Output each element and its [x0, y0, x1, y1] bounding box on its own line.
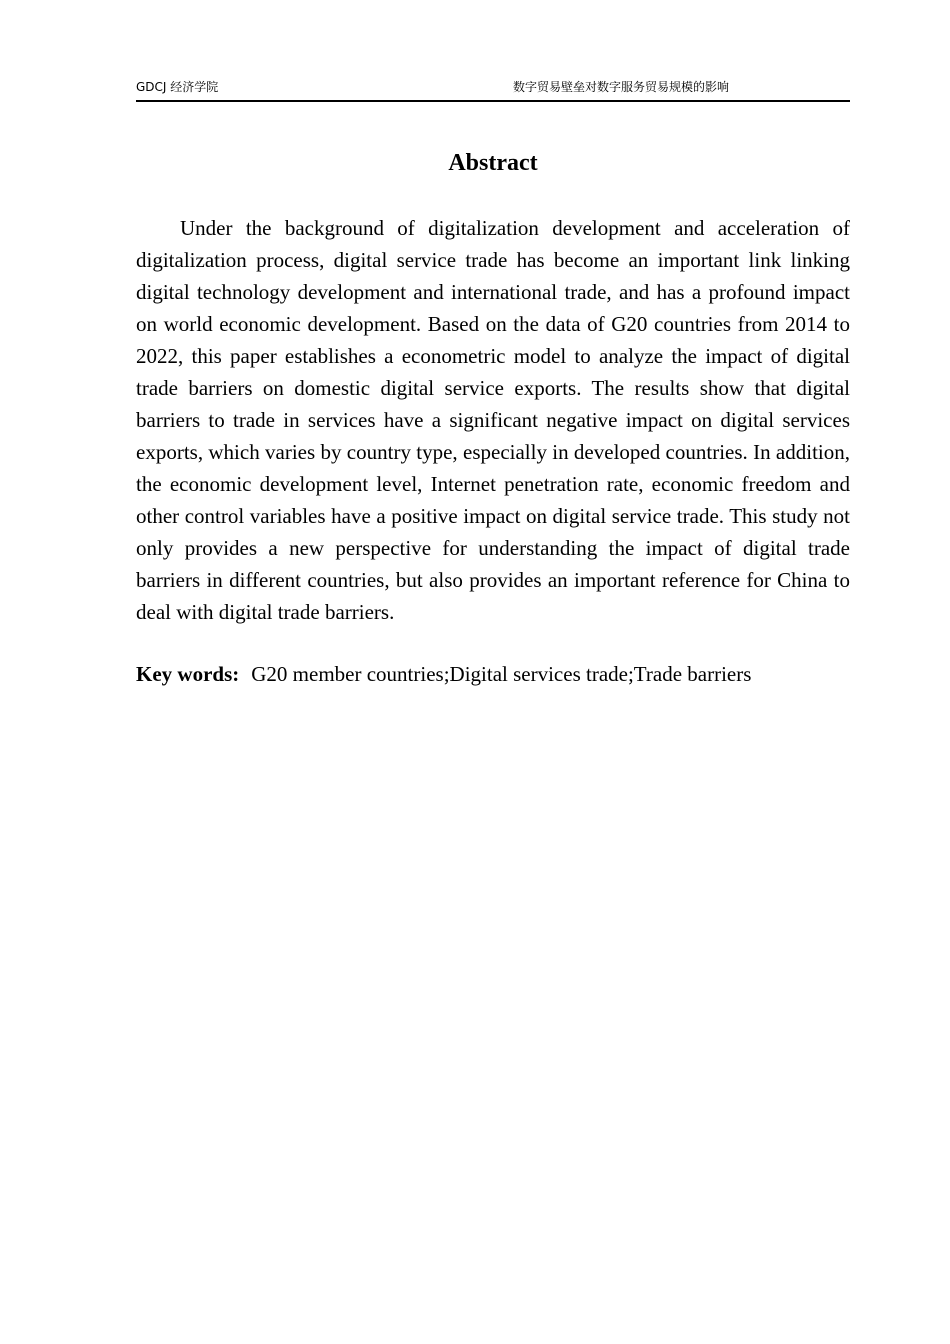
keywords-line: [136, 658, 850, 690]
keywords-label: Key words:: [136, 662, 240, 686]
keywords-value: G20 member countries;Digital services trade;Trade barriers: [251, 662, 752, 686]
page-header: [136, 78, 850, 102]
header-institution: GDCJ 经济学院: [136, 80, 219, 94]
header-thesis-title: 数字贸易壁垒对数字服务贸易规模的影响: [513, 80, 730, 94]
abstract-body: Under the background of digitalization development and acceleration of digitalization process, digital service trade has become an important link linking digital technology development and international trade, and has a profound impact on world economic development. Based on the data of G20 countries from 2014 to 2022, this paper establishes a econometric model to analyze the impact of digital trade barriers on domestic digital service exports. The results show that digital barriers to trade in services have a significant negative impact on digital services exports, which varies by country type, especially in developed countries. In addition, the economic development level, Internet penetration rate, economic freedom and other control variables have a positive impact on digital service trade. This study not only provides a new perspective for understanding the impact of digital trade barriers in different countries, but also provides an important reference for China to deal with digital trade barriers.: [136, 216, 850, 624]
abstract-title: Abstract: [448, 150, 538, 176]
